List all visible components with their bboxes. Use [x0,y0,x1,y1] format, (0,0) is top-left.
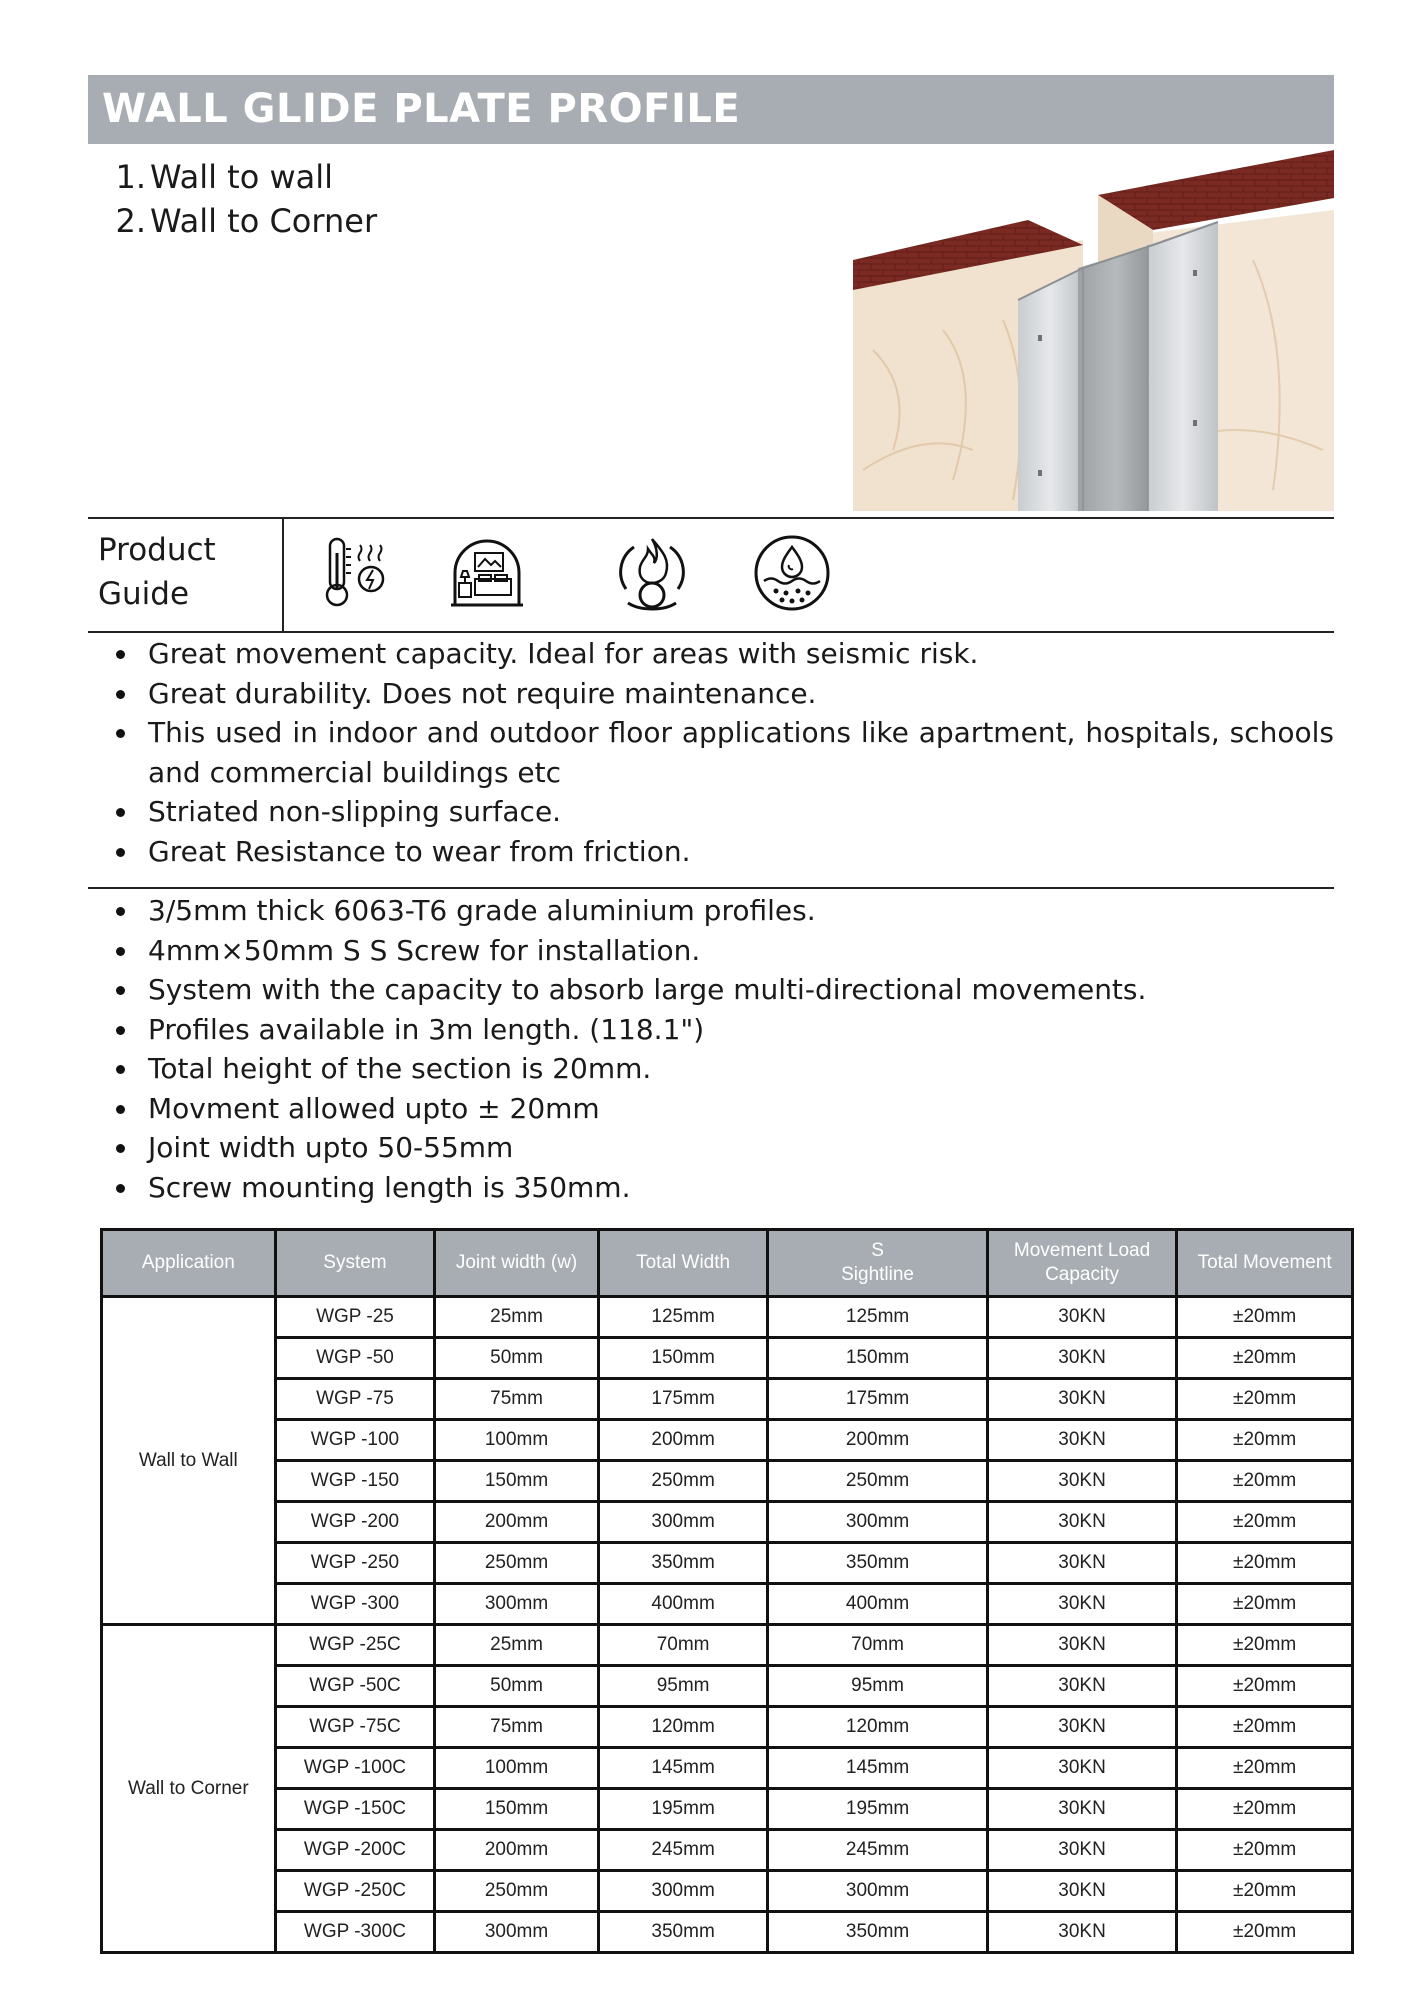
table-cell: 95mm [768,1666,987,1707]
divider-line [88,517,1334,519]
table-cell: ±20mm [1177,1420,1353,1461]
table-cell: 350mm [598,1912,768,1953]
table-cell: 250mm [435,1871,599,1912]
table-row [102,1338,1353,1379]
table-cell: WGP -250C [275,1871,435,1912]
table-cell: ±20mm [1177,1789,1353,1830]
table-row [102,1625,1353,1666]
table-cell: 150mm [435,1789,599,1830]
table-cell: 350mm [768,1543,987,1584]
divider-line [88,631,1334,633]
table-cell: 50mm [435,1338,599,1379]
table-cell: 245mm [768,1830,987,1871]
table-row [102,1543,1353,1584]
list-item: Great Resistance to wear from friction. [110,832,1334,872]
table-cell: 200mm [768,1420,987,1461]
table-cell: ±20mm [1177,1379,1353,1420]
list-item: Joint width upto 50-55mm [110,1128,1334,1168]
application-cell: Wall to Wall [102,1297,276,1625]
table-row [102,1707,1353,1748]
table-cell: 30KN [987,1543,1177,1584]
list-item: This used in indoor and outdoor floor applications like apartment, hospitals, schools and commercial buildings etc [110,713,1334,792]
table-row [102,1461,1353,1502]
table-cell: ±20mm [1177,1912,1353,1953]
table-cell: 150mm [768,1338,987,1379]
table-cell: 30KN [987,1748,1177,1789]
header-sightline: S Sightline [768,1230,987,1297]
list-item: 3/5mm thick 6063-T6 grade aluminium profiles. [110,891,1334,931]
glide-plate-left-flange [1018,268,1083,511]
table-cell: 300mm [435,1584,599,1625]
table-cell: WGP -300 [275,1584,435,1625]
table-cell: 30KN [987,1789,1177,1830]
list-item: Great durability. Does not require maintenance. [110,674,1334,714]
table-cell: 195mm [768,1789,987,1830]
list-item: Profiles available in 3m length. (118.1") [110,1010,1334,1050]
header-movement-load: Movement Load Capacity [987,1230,1177,1297]
table-cell: ±20mm [1177,1625,1353,1666]
table-cell: 300mm [435,1912,599,1953]
table-cell: 70mm [598,1625,768,1666]
list-item: System with the capacity to absorb large multi-directional movements. [110,970,1334,1010]
table-cell: 30KN [987,1666,1177,1707]
divider-line [88,887,1334,889]
header-total-movement: Total Movement [1177,1230,1353,1297]
table-cell: WGP -100C [275,1748,435,1789]
table-cell: WGP -75 [275,1379,435,1420]
table-cell: 400mm [598,1584,768,1625]
table-cell: 175mm [598,1379,768,1420]
table-row [102,1666,1353,1707]
table-cell: ±20mm [1177,1830,1353,1871]
table-cell: ±20mm [1177,1502,1353,1543]
table-cell: WGP -25 [275,1297,435,1338]
table-cell: WGP -200C [275,1830,435,1871]
header-application: Application [102,1230,276,1297]
table-cell: WGP -75C [275,1707,435,1748]
table-cell: 120mm [598,1707,768,1748]
table-header-row [102,1230,1353,1297]
product-render-image [853,150,1334,511]
glide-plate-right-flange [1148,222,1218,511]
spec-table-body [102,1297,1353,1953]
table-cell: ±20mm [1177,1543,1353,1584]
header-system: System [275,1230,435,1297]
list-item: Great movement capacity. Ideal for areas with seismic risk. [110,634,1334,674]
table-cell: 200mm [435,1502,599,1543]
profile-type-label: Wall to Corner [150,202,378,240]
table-cell: 245mm [598,1830,768,1871]
table-row [102,1830,1353,1871]
table-cell: 350mm [598,1543,768,1584]
table-cell: 30KN [987,1297,1177,1338]
table-cell: 145mm [598,1748,768,1789]
profile-type-item: 2. Wall to Corner [110,199,377,243]
table-cell: 30KN [987,1379,1177,1420]
fire-resistance-icon [612,533,692,613]
table-cell: 75mm [435,1379,599,1420]
table-cell: 150mm [435,1461,599,1502]
table-cell: WGP -200 [275,1502,435,1543]
table-cell: 25mm [435,1625,599,1666]
list-item: 4mm×50mm S S Screw for installation. [110,931,1334,971]
header-total-width: Total Width [598,1230,768,1297]
table-row [102,1297,1353,1338]
table-cell: WGP -25C [275,1625,435,1666]
table-cell: 250mm [768,1461,987,1502]
table-cell: 30KN [987,1625,1177,1666]
feature-list [110,634,1334,871]
table-cell: 25mm [435,1297,599,1338]
table-cell: WGP -50 [275,1338,435,1379]
table-cell: ±20mm [1177,1584,1353,1625]
profile-type-label: Wall to wall [150,158,334,196]
spec-list [110,891,1334,1207]
list-item: Total height of the section is 20mm. [110,1049,1334,1089]
table-cell: ±20mm [1177,1871,1353,1912]
table-cell: 350mm [768,1912,987,1953]
spec-table [100,1228,1354,1954]
table-cell: 200mm [435,1830,599,1871]
table-cell: 300mm [768,1871,987,1912]
table-cell: ±20mm [1177,1338,1353,1379]
table-row [102,1789,1353,1830]
table-cell: WGP -150 [275,1461,435,1502]
table-cell: 30KN [987,1912,1177,1953]
table-cell: 30KN [987,1502,1177,1543]
profile-type-item: 1. Wall to wall [110,155,377,199]
table-cell: 100mm [435,1748,599,1789]
table-cell: 30KN [987,1871,1177,1912]
table-cell: ±20mm [1177,1461,1353,1502]
table-cell: 100mm [435,1420,599,1461]
table-row [102,1871,1353,1912]
table-cell: WGP -150C [275,1789,435,1830]
table-cell: 400mm [768,1584,987,1625]
table-cell: 50mm [435,1666,599,1707]
profile-types-list [110,155,377,243]
table-cell: 70mm [768,1625,987,1666]
table-cell: 250mm [435,1543,599,1584]
water-resistance-icon [752,533,832,613]
table-cell: 145mm [768,1748,987,1789]
guide-divider [282,518,284,631]
table-cell: WGP -250 [275,1543,435,1584]
table-cell: 300mm [598,1871,768,1912]
application-cell: Wall to Corner [102,1625,276,1953]
table-row [102,1584,1353,1625]
table-cell: WGP -100 [275,1420,435,1461]
list-item: Screw mounting length is 350mm. [110,1168,1334,1208]
table-cell: ±20mm [1177,1707,1353,1748]
table-cell: 195mm [598,1789,768,1830]
table-cell: 30KN [987,1338,1177,1379]
table-cell: 30KN [987,1420,1177,1461]
table-cell: 125mm [598,1297,768,1338]
table-cell: 300mm [598,1502,768,1543]
list-item: Striated non-slipping surface. [110,792,1334,832]
table-row [102,1420,1353,1461]
table-cell: 75mm [435,1707,599,1748]
table-row [102,1748,1353,1789]
list-item: Movment allowed upto ± 20mm [110,1089,1334,1129]
table-cell: 175mm [768,1379,987,1420]
table-row [102,1912,1353,1953]
table-cell: 30KN [987,1707,1177,1748]
table-cell: 250mm [598,1461,768,1502]
table-cell: 30KN [987,1584,1177,1625]
table-cell: WGP -300C [275,1912,435,1953]
table-cell: ±20mm [1177,1297,1353,1338]
table-cell: 120mm [768,1707,987,1748]
table-cell: 95mm [598,1666,768,1707]
header-joint-width: Joint width (w) [435,1230,599,1297]
page-title: WALL GLIDE PLATE PROFILE [88,75,1334,144]
table-cell: 30KN [987,1461,1177,1502]
table-cell: 125mm [768,1297,987,1338]
table-row [102,1502,1353,1543]
table-cell: 30KN [987,1830,1177,1871]
table-cell: ±20mm [1177,1748,1353,1789]
glide-plate-center [1078,245,1153,511]
table-cell: WGP -50C [275,1666,435,1707]
table-cell: 200mm [598,1420,768,1461]
thermometer-heat-icon [316,533,396,613]
table-row [102,1379,1353,1420]
table-cell: 300mm [768,1502,987,1543]
table-cell: 150mm [598,1338,768,1379]
product-guide-label: Product Guide [98,532,216,612]
indoor-bedroom-icon [447,533,527,613]
table-cell: ±20mm [1177,1666,1353,1707]
